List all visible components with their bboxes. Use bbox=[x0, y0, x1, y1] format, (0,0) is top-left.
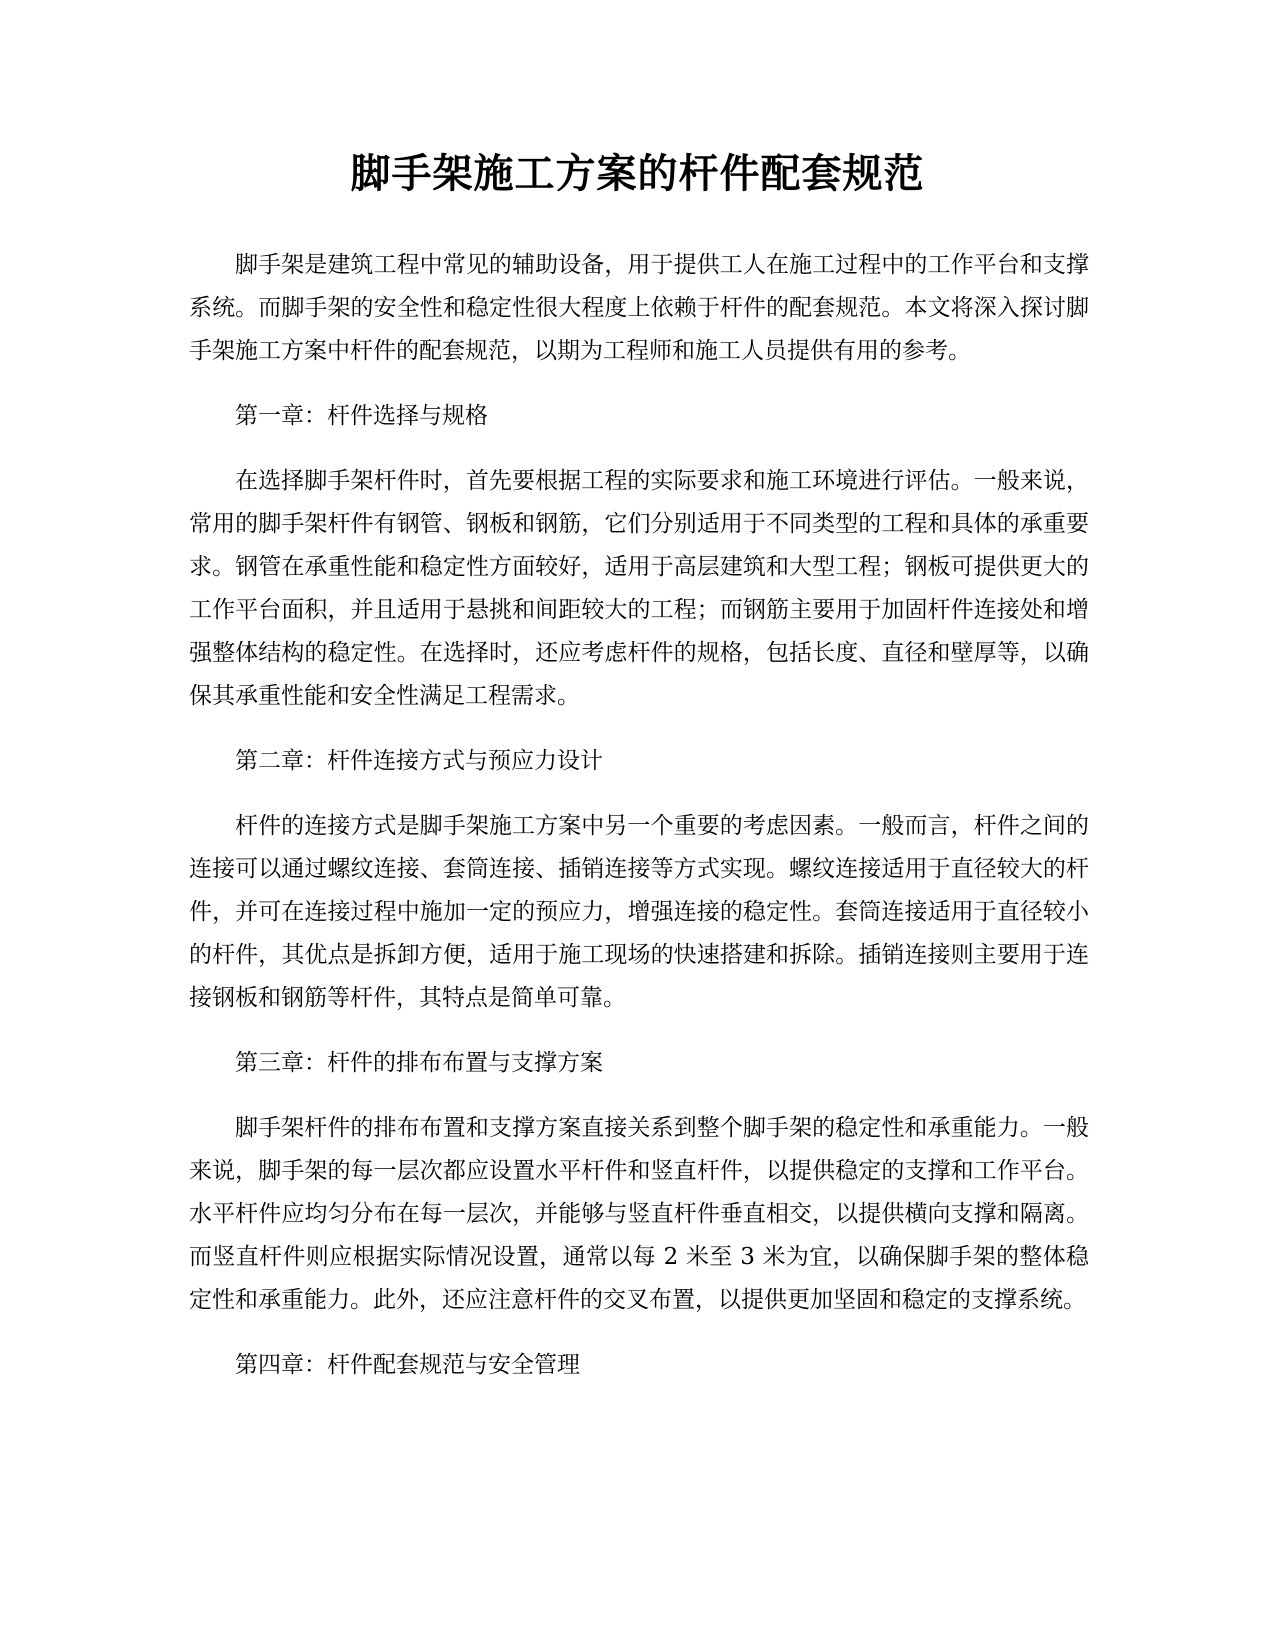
chapter-1-paragraph: 在选择脚手架杆件时，首先要根据工程的实际要求和施工环境进行评估。一般来说，常用的脚手架杆件有钢管、钢板和钢筋，它们分别适用于不同类型的工程和具体的承重要求。钢管在承重性能和稳定性方面较好，适用于高层建筑和大型工程；钢板可提供更大的工作平台面积，并且适用于悬挑和间距较大的工程；而钢筋主要用于加固杆件连接处和增强整体结构的稳定性。在选择时，还应考虑杆件的规格，包括长度、直径和壁厚等，以确保其承重性能和安全性满足工程需求。 bbox=[189, 468, 1089, 709]
chapter-2-paragraph: 杆件的连接方式是脚手架施工方案中另一个重要的考虑因素。一般而言，杆件之间的连接可以通过螺纹连接、套筒连接、插销连接等方式实现。螺纹连接适用于直径较大的杆件，并可在连接过程中施加一定的预应力，增强连接的稳定性。套筒连接适用于直径较小的杆件，其优点是拆卸方便，适用于施工现场的快速搭建和拆除。插销连接则主要用于连接钢板和钢筋等杆件，其特点是简单可靠。 bbox=[189, 813, 1089, 1011]
document-title: 脚手架施工方案的杆件配套规范 bbox=[350, 151, 925, 197]
document-body bbox=[189, 244, 1089, 1409]
chapter-1-heading: 第一章：杆件选择与规格 bbox=[235, 403, 488, 429]
chapter-2-heading: 第二章：杆件连接方式与预应力设计 bbox=[235, 748, 603, 774]
intro-paragraph: 脚手架是建筑工程中常见的辅助设备，用于提供工人在施工过程中的工作平台和支撑系统。而脚手架的安全性和稳定性很大程度上依赖于杆件的配套规范。本文将深入探讨脚手架施工方案中杆件的配套规范，以期为工程师和施工人员提供有用的参考。 bbox=[189, 252, 1089, 364]
chapter-3-heading: 第三章：杆件的排布布置与支撑方案 bbox=[235, 1050, 603, 1076]
chapter-4-heading: 第四章：杆件配套规范与安全管理 bbox=[235, 1352, 580, 1378]
chapter-3-paragraph: 脚手架杆件的排布布置和支撑方案直接关系到整个脚手架的稳定性和承重能力。一般来说，脚手架的每一层次都应设置水平杆件和竖直杆件，以提供稳定的支撑和工作平台。水平杆件应均匀分布在每一层次，并能够与竖直杆件垂直相交，以提供横向支撑和隔离。而竖直杆件则应根据实际情况设置，通常以每 2 米至 3 米为宜，以确保脚手架的整体稳定性和承重能力。此外，还应注意杆件的交叉布置，以提供更加坚固和稳定的支撑系统。 bbox=[189, 1115, 1089, 1313]
